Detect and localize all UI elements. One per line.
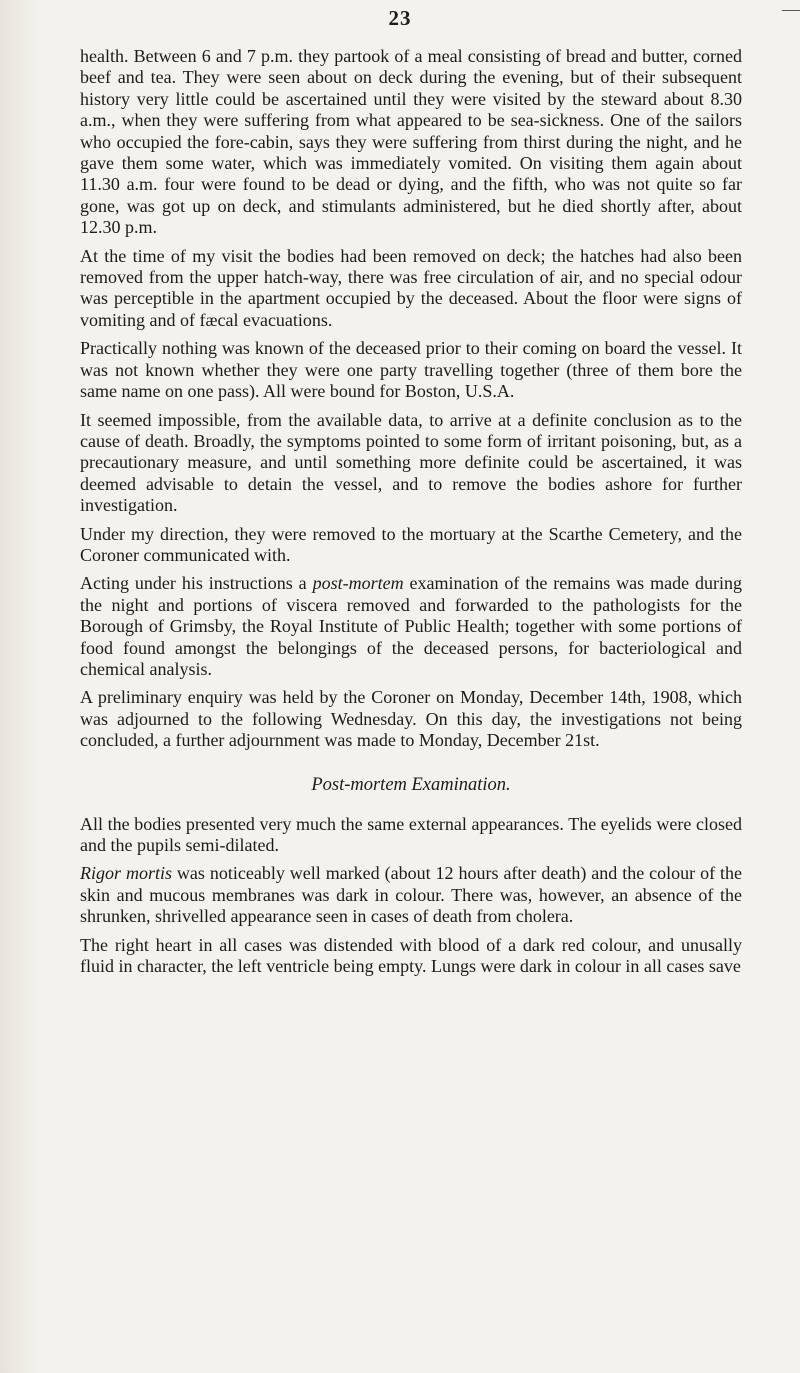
paragraph-rigor [80,863,742,927]
paragraph-examination [80,573,742,680]
paragraph-heart: The right heart in all cases was distended with blood of a dark red colour, and unusally fluid in character, the left ventricle being empty. Lungs were dark in colour in all cases save [80,934,742,977]
acting-italic: post-mortem [312,573,404,594]
corner-mark: — [782,0,800,19]
paragraph-deceased: Practically nothing was known of the deceased prior to their coming on board the vessel. It was not known whether they were one party travelling together (three of them bore the same name on one pass). All were bound for Boston, U.S.A. [80,338,742,402]
paragraph-visit: At the time of my visit the bodies had been removed on deck; the hatches had also been removed from the upper hatch-way, there was free circulation of air, and no special odour was perceptible in the apartment occupied by the deceased. About the floor were signs of vomiting and of fæcal evacuations. [80,245,742,330]
page-edge-shadow [0,0,40,1373]
acting-text-before: Acting under his instructions a [80,573,313,594]
rigor-text: was noticeably well marked (about 12 hours after death) and the colour of the skin and mucous membranes was dark in colour. There was, however, an absence of the shrunken, shrivelled appearance seen in cases of death from cholera. [80,863,742,927]
paragraph-conclusion: It seemed impossible, from the available data, to arrive at a definite conclusion as to the cause of death. Broadly, the symptoms pointed to some form of irritant poisoning, but, as a precautionary measure, and until something more definite could be ascertained, it was deemed advisable to detain the vessel, and to remove the bodies ashore for further investigation. [80,409,742,516]
paragraph-mortuary: Under my direction, they were removed to the mortuary at the Scarthe Cemetery, and the Coroner communicated with. [80,523,742,565]
paragraph-enquiry: A preliminary enquiry was held by the Coroner on Monday, December 14th, 1908, which was adjourned to the following Wednesday. On this day, the investigations not being concluded, a further adjournment was made to Monday, December 21st. [80,687,742,751]
paragraph-bodies: All the bodies presented very much the same external appearances. The eyelids were closed and the pupils semi-dilated. [80,813,742,855]
paragraph-meal: health. Between 6 and 7 p.m. they partook of a meal consisting of bread and butter, corned beef and tea. They were seen about on deck during the evening, but of their subsequent history very little could be ascertained until they were visited by the steward about 8.30 a.m., when they were suffering from what appeared to be sea-sickness. One of the sailors who occupied the fore-cabin, says they were suffering from thirst during the night, and he gave them some water, which was immediately vomited. On visiting them again about 11.30 a.m. four were found to be dead or dying, and the fifth, who was not quite so far gone, was got up on deck, and stimulants administered, but he died shortly after, about 12.30 p.m. [80,46,742,238]
acting-text-after: examination of the remains was made during the night and portions of viscera removed and forwarded to the pathologists for the Borough of Grimsby, the Royal Institute of Public Health; together with some portions of food found amongst the belongings of the deceased persons, for bacteriological and chemical analysis. [80,573,743,679]
text-body [80,46,742,984]
rigor-italic: Rigor mortis [80,863,172,884]
page-number: 23 [388,6,412,30]
section-heading: Post-mortem Examination. [311,774,511,795]
